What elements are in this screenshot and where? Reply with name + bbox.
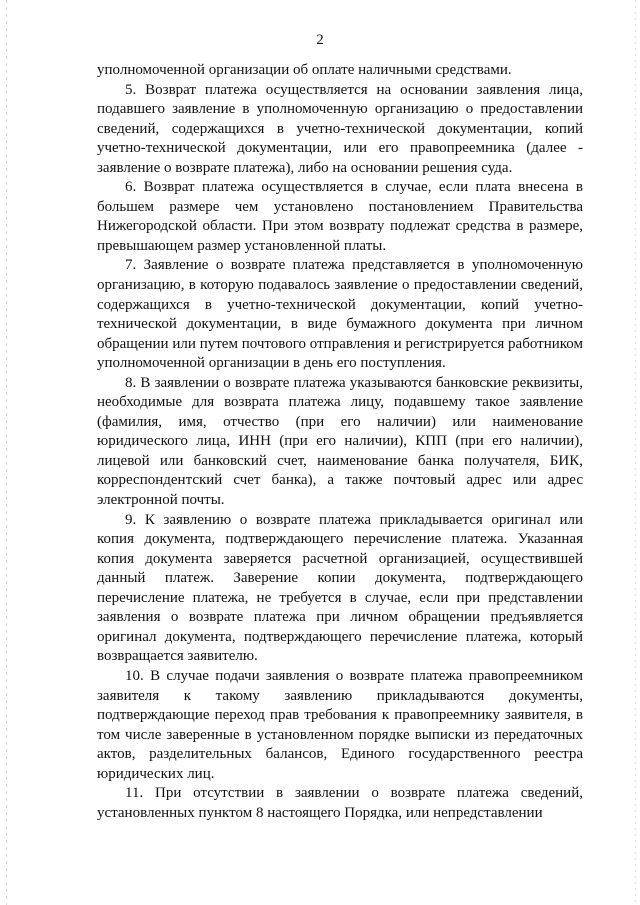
paragraph-10: 10. В случае подачи заявления о возврате платежа правопреемником заявителя к такому заявлению прикладываются документы, подтверждающие переход прав требования к правопреемнику заявителя, в том числе заверенные в установленном порядке выписки из передаточных актов, разделительных балансов, Единого государственного реестра юридических лиц. [97,667,583,782]
paragraph-9: 9. К заявлению о возврате платежа прикладывается оригинал или копия документа, подтверждающего перечисление платежа. Указанная копия документа заверяется расчетной организацией, осуществившей данный платеж. Заверение копии документа, подтверждающего перечисление платежа, не требуется в случае, если при представлении заявления о возврате платежа при личном обращении предъявляется оригинал документа, подтверждающего перечисление платежа, который возвращается заявителю. [97,511,583,665]
scan-edge-right [635,0,636,905]
paragraph-11: 11. При отсутствии в заявлении о возврате платежа сведений, установленных пунктом 8 настоящего Порядка, или непредставлении [97,785,583,821]
paragraph-continuation: уполномоченной организации об оплате наличными средствами. [97,62,512,78]
paragraph-8: 8. В заявлении о возврате платежа указываются банковские реквизиты, необходимые для возврата платежа лицу, подавшему такое заявление (фамилия, имя, отчество (при его наличии) или наименование юридического лица, ИНН (при его наличии), КПП (при его наличии), лицевой или банковский счет, наименование банка получателя, БИК, корреспондентский счет банка), а также почтовый адрес или адрес электронной почты. [97,374,583,509]
paragraph-6: 6. Возврат платежа осуществляется в случае, если плата внесена в большем размере чем установлено постановлением Правительства Нижегородской области. При этом возврату подлежат средства в размере, превышающем размер установленной платы. [97,179,583,254]
document-body [97,61,583,823]
paragraph-5: 5. Возврат платежа осуществляется на основании заявления лица, подавшего заявление в уполномоченную организацию о предоставлении сведений, содержащихся в учетно-технической документации, копий учетно-технической документации, или его правопреемника (далее - заявление о возврате платежа), либо на основании решения суда. [97,81,583,176]
scan-edge-left [6,0,7,905]
page-number: 2 [316,32,324,48]
paragraph-7: 7. Заявление о возврате платежа представляется в уполномоченную организацию, в которую подавалось заявление о предоставлении сведений, содержащихся в учетно-технической документации, копий учетно-технической документации, в виде бумажного документа при личном обращении или путем почтового отправления и регистрируется работником уполномоченной организации в день его поступления. [97,257,583,372]
